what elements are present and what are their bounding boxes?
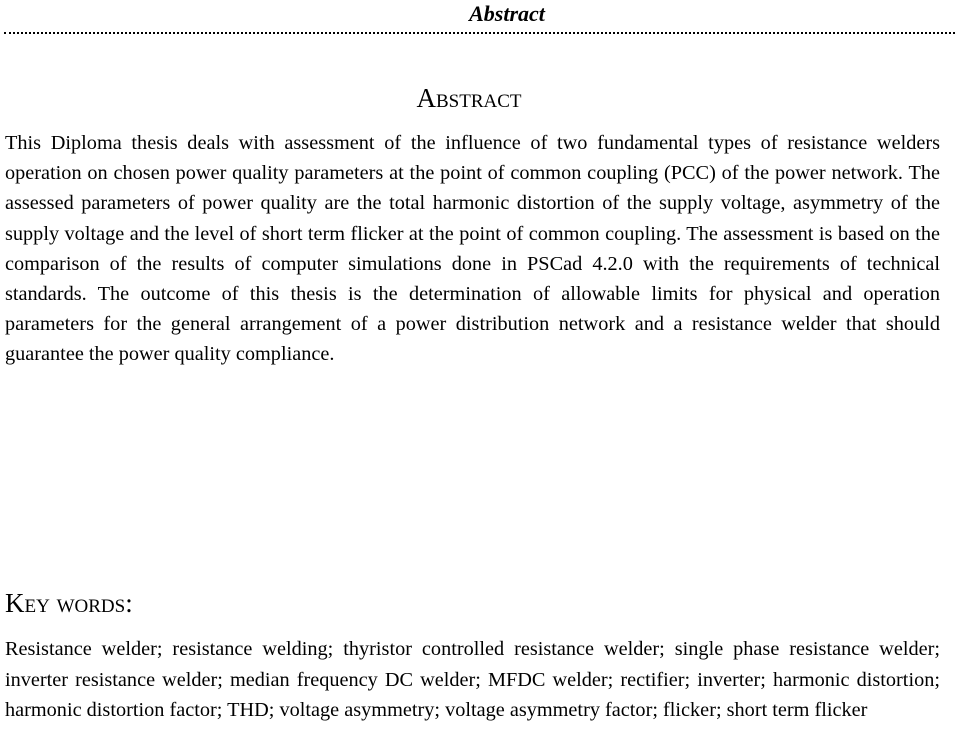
running-header: [4, 0, 955, 36]
running-header-title: Abstract: [469, 1, 545, 26]
abstract-body: This Diploma thesis deals with assessment of the influence of two fundamental types of resistance welders operation on chosen power quality parameters at the point of common coupling (PCC) of the power network. The assessed parameters of power quality are the total harmonic distortion of the supply voltage, asymmetry of the supply voltage and the level of short term flicker at the point of common coupling. The assessment is based on the comparison of the results of computer simulations done in PSCad 4.2.0 with the requirements of technical standards. The outcome of this thesis is the determination of allowable limits for physical and operation parameters for the general arrangement of a power distribution network and a resistance welder that should guarantee the power quality compliance.: [5, 132, 940, 366]
keywords-body: Resistance welder; resistance welding; thyristor controlled resistance welder; single phase resistance welder; inverter resistance welder; median frequency DC welder; MFDC welder; rectifier; inverter; harmonic distortion; harmonic distortion factor; THD; voltage asymmetry; voltage asymmetry factor; flicker; short term flicker: [5, 638, 940, 721]
keywords-heading: Key words:: [5, 588, 133, 618]
abstract-heading-text: Abstract: [416, 83, 522, 113]
abstract-heading: [0, 82, 944, 114]
header-dotted-rule: [4, 32, 955, 34]
